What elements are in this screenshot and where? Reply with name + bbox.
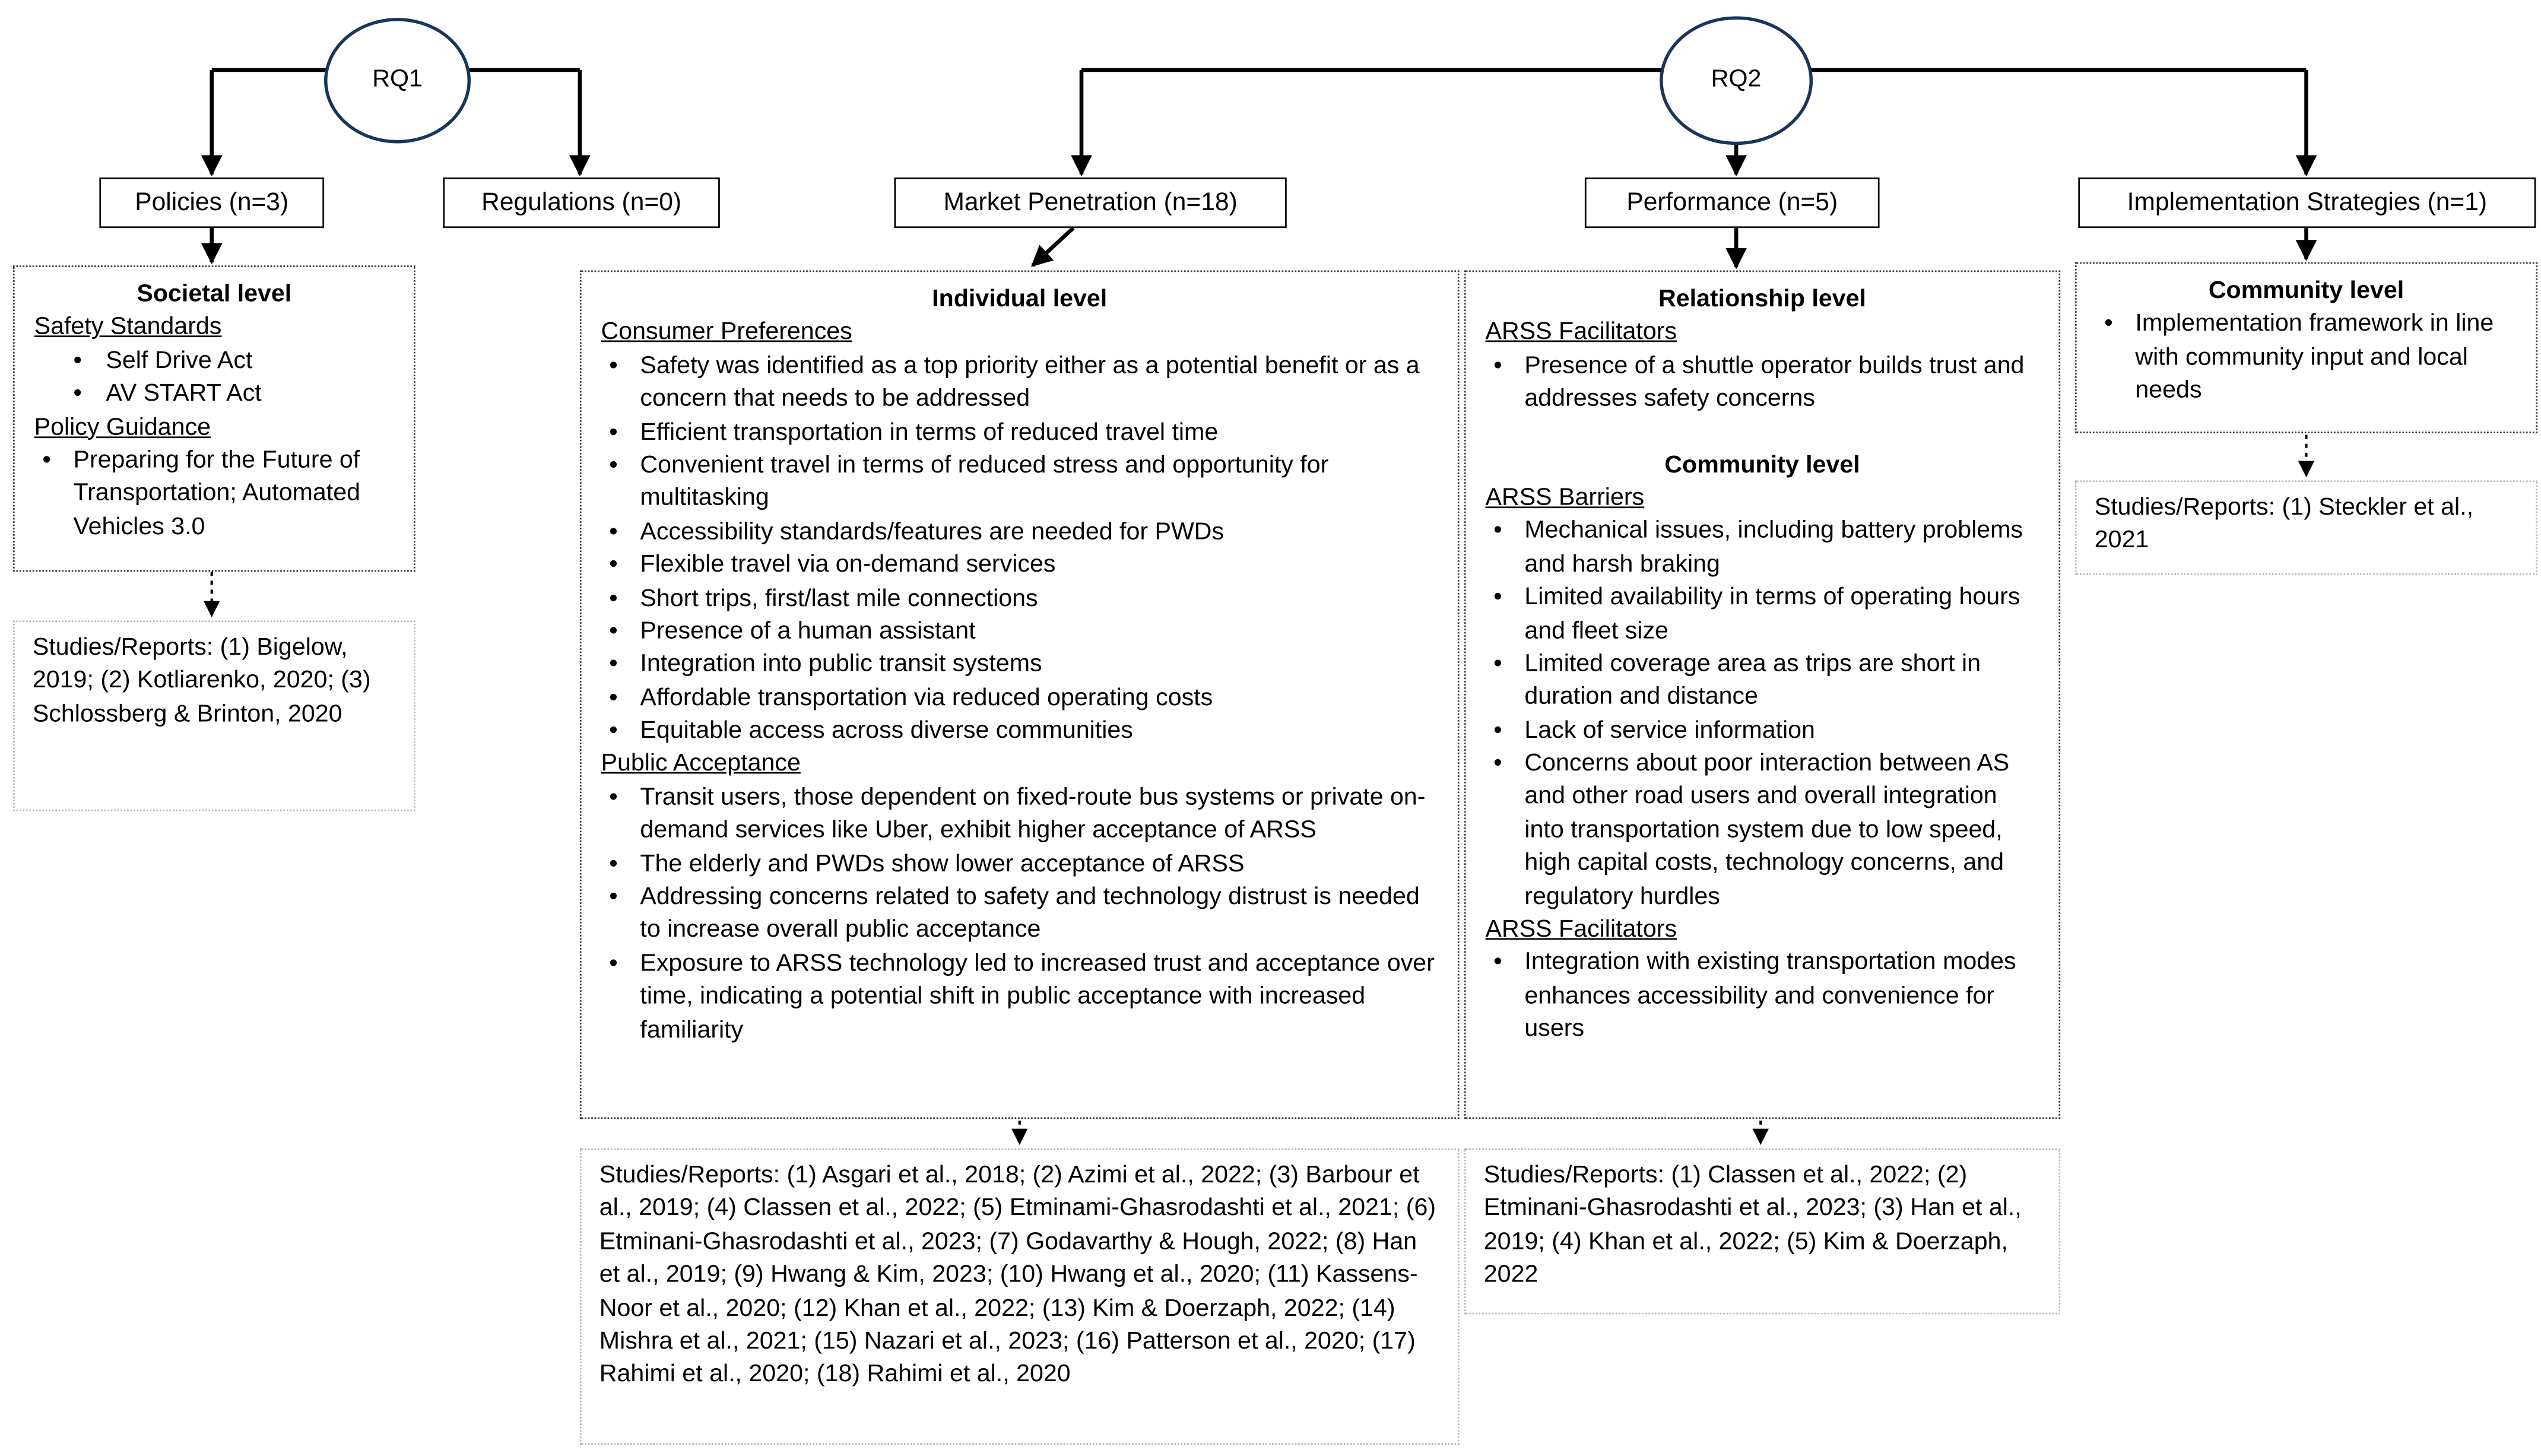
bullet-item: • Mechanical issues, including battery problems and harsh braking bbox=[1486, 515, 2039, 582]
studies-text-policies: Studies/Reports: (1) Bigelow, 2019; (2) Kotliarenko, 2020; (3) Schlossberg & Brinton, 2020 bbox=[32, 633, 371, 728]
individual-title: Individual level bbox=[932, 285, 1108, 313]
category-performance bbox=[1585, 177, 1880, 228]
relationship-title: Relationship level bbox=[1658, 285, 1866, 313]
bullet-item: • Transit users, those dependent on fixed-route bus systems or private on-demand services like Uber, exhibit higher acceptance of ARSS bbox=[601, 782, 1438, 848]
studies-text-implementation: Studies/Reports: (1) Steckler et al., 2021 bbox=[2094, 493, 2474, 555]
category-implementation-strategies-label: Implementation Strategies (n=1) bbox=[2127, 189, 2488, 217]
category-market-penetration-label: Market Penetration (n=18) bbox=[943, 189, 1238, 217]
bullet-item: • Equitable access across diverse communities bbox=[601, 715, 1438, 748]
bullet-item: • Efficient transportation in terms of reduced travel time bbox=[601, 416, 1438, 449]
bullet-item: • Implementation framework in line with community input and local needs bbox=[2096, 309, 2517, 408]
bullet-item: • Preparing for the Future of Transportation; Automated Vehicles 3.0 bbox=[34, 445, 394, 544]
section-heading-safety-standards: Safety Standards bbox=[34, 313, 222, 341]
category-performance-label: Performance (n=5) bbox=[1626, 189, 1838, 217]
section-heading-consumer-preferences: Consumer Preferences bbox=[601, 318, 852, 346]
category-regulations bbox=[443, 177, 719, 228]
bullet-item: • Convenient travel in terms of reduced stress and opportunity for multitasking bbox=[601, 449, 1438, 516]
section-heading-arss-barriers: ARSS Barriers bbox=[1485, 483, 1645, 512]
bullet-item: • Lack of service information bbox=[1486, 715, 2039, 748]
studies-box-market bbox=[580, 1149, 1460, 1445]
bullet-item: • Flexible travel via on-demand services bbox=[601, 549, 1438, 582]
societal-level-box bbox=[13, 265, 415, 572]
bullet-item: • Limited coverage area as trips are short in duration and distance bbox=[1486, 648, 2039, 715]
bullet-item: • Self Drive Act bbox=[34, 345, 394, 378]
relationship-community-title: Community level bbox=[1664, 450, 1860, 478]
category-policies bbox=[99, 177, 324, 228]
bullet-item: • Safety was identified as a top priority either as a potential benefit or as a concern that needs to be addressed bbox=[601, 350, 1438, 416]
individual-level-box bbox=[580, 271, 1460, 1119]
bullet-item: • Integration with existing transportation modes enhances accessibility and convenience for users bbox=[1486, 947, 2039, 1046]
section-heading-arss-facilitators-bottom: ARSS Facilitators bbox=[1485, 915, 1677, 943]
bullet-item: • Addressing concerns related to safety and technology distrust is needed to increase overall public acceptance bbox=[601, 881, 1438, 948]
rq2-node bbox=[1660, 16, 1813, 145]
connector-market-individual bbox=[1033, 228, 1074, 265]
studies-text-market: Studies/Reports: (1) Asgari et al., 2018; (2) Azimi et al., 2022; (3) Barbour et al., 2019; (4) Classen et al., 2022; (5) Etminami-Ghasrodashti et al., 2021; (6) Etminani-Ghasrodashti et al., 2023; (7) Godavarthy & Hough, 2022; (8) Han et al., 2019; (9) Hwang & Kim, 2023; (10) Hwang et al., 2020; (11) Kassens-Noor et al., 2020; (12) Khan et al., 2022; (13) Kim & Doerzaph, 2022; (14) Mishra et al., 2021; (15) Nazari et al., 2023; (16) Patterson et al., 2020; (17) Rahimi et al., 2020; (18) Rahimi et al., 2020 bbox=[599, 1161, 1436, 1388]
bullet-item: • Concerns about poor interaction between AS and other road users and overall integration into transportation system due to low speed, high capital costs, technology concerns, and regulatory hurdles bbox=[1486, 748, 2039, 914]
rq1-label: RQ1 bbox=[372, 65, 423, 94]
studies-box-performance bbox=[1464, 1149, 2060, 1315]
rq1-node bbox=[324, 18, 471, 143]
studies-box-implementation bbox=[2075, 480, 2537, 575]
bullet-item: • Presence of a shuttle operator builds trust and addresses safety concerns bbox=[1486, 350, 2039, 416]
community-level-box bbox=[2075, 262, 2537, 433]
bullet-item: • Exposure to ARSS technology led to increased trust and acceptance over time, indicating a potential shift in public acceptance with increased familiarity bbox=[601, 947, 1438, 1047]
bullet-item: • Limited availability in terms of operating hours and fleet size bbox=[1486, 582, 2039, 648]
studies-box-policies bbox=[13, 620, 415, 811]
category-policies-label: Policies (n=3) bbox=[135, 189, 289, 217]
rq2-label: RQ2 bbox=[1711, 65, 1762, 94]
section-heading-policy-guidance: Policy Guidance bbox=[34, 413, 211, 441]
bullet-item: • AV START Act bbox=[34, 378, 394, 411]
category-implementation-strategies bbox=[2078, 177, 2536, 228]
bullet-item: • Presence of a human assistant bbox=[601, 616, 1438, 649]
section-heading-arss-facilitators-top: ARSS Facilitators bbox=[1485, 318, 1677, 346]
category-regulations-label: Regulations (n=0) bbox=[481, 189, 682, 217]
bullet-item: • The elderly and PWDs show lower acceptance of ARSS bbox=[601, 848, 1438, 881]
community-title: Community level bbox=[2208, 277, 2404, 305]
studies-text-performance: Studies/Reports: (1) Classen et al., 2022; (2) Etminani-Ghasrodashti et al., 2023; (3) Han et al., 2019; (4) Khan et al., 2022; (5) Kim & Doerzaph, 2022 bbox=[1483, 1161, 2022, 1289]
bullet-item: • Affordable transportation via reduced operating costs bbox=[601, 682, 1438, 715]
bullet-item: • Short trips, first/last mile connections bbox=[601, 582, 1438, 616]
section-heading-public-acceptance: Public Acceptance bbox=[601, 750, 801, 778]
relationship-level-box bbox=[1464, 271, 2060, 1119]
bullet-item: • Accessibility standards/features are needed for PWDs bbox=[601, 516, 1438, 549]
societal-title: Societal level bbox=[137, 280, 292, 308]
bullet-item: • Integration into public transit systems bbox=[601, 649, 1438, 682]
category-market-penetration bbox=[894, 177, 1286, 228]
